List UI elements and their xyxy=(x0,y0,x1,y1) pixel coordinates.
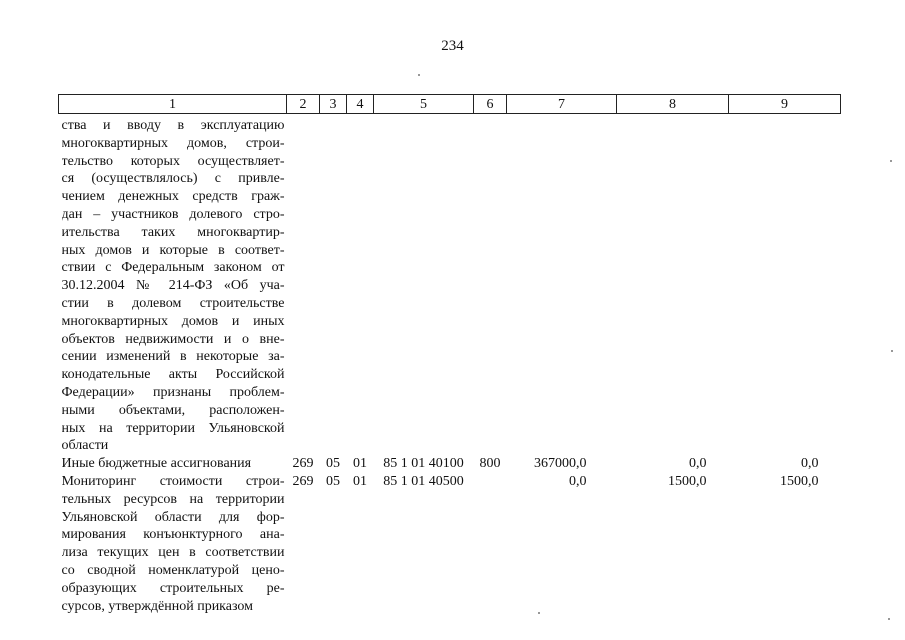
row-description xyxy=(59,114,287,456)
cell-code-3: 05 xyxy=(326,473,340,489)
description-line: объектов недвижимости и о вне- xyxy=(61,331,285,347)
description-line: ными объектами, расположен- xyxy=(61,402,285,418)
scan-speck xyxy=(891,350,893,352)
column-header-5: 5 xyxy=(374,95,474,114)
column-header-4: 4 xyxy=(347,95,374,114)
description-line: образующих строительных ре- xyxy=(61,580,285,596)
description-line: Мониторинг стоимости строи- xyxy=(61,473,285,489)
scan-speck xyxy=(890,160,892,162)
column-header-3: 3 xyxy=(320,95,347,114)
description-line: ных домов и которые в соответ- xyxy=(61,242,285,258)
description-line: со сводной номенклатурой цено- xyxy=(61,562,285,578)
cell-amount-7: 0,0 xyxy=(569,473,587,489)
description-line: чением денежных средств граж- xyxy=(61,189,285,205)
column-header-8: 8 xyxy=(617,95,729,114)
description-line: ства и вводу в эксплуатацию xyxy=(61,118,285,133)
cell-code-4: 01 xyxy=(353,456,367,472)
budget-table xyxy=(58,94,841,615)
description-line: Федерации» признаны проблем- xyxy=(61,384,285,400)
description-line: Ульяновской области для фор- xyxy=(61,509,285,525)
description-line: конодательные акты Российской xyxy=(61,367,285,383)
cell-code-2: 269 xyxy=(292,473,314,489)
description-line: сурсов, утверждённой приказом xyxy=(61,598,254,614)
column-header-1: 1 xyxy=(59,95,287,114)
scan-speck xyxy=(418,74,420,76)
description-line: ствии с Федеральным законом от xyxy=(61,260,285,276)
description-line: ных на территории Ульяновской xyxy=(61,420,285,436)
description-line: стии в долевом строительстве xyxy=(61,295,285,311)
cell-amount-8: 1500,0 xyxy=(668,473,707,489)
cell-code-4: 01 xyxy=(353,473,367,489)
cell-code-2: 269 xyxy=(292,456,314,472)
cell-amount-9: 1500,0 xyxy=(780,473,819,489)
cell-amount-8 xyxy=(617,114,729,456)
cell-amount-9 xyxy=(729,114,841,456)
row-description xyxy=(59,473,287,615)
cell-code-5: 85 1 01 40500 xyxy=(383,473,464,489)
description-line: Иные бюджетные ассигнования xyxy=(61,456,252,472)
description-line: лиза текущих цен в соответствии xyxy=(61,545,285,561)
cell-code-4 xyxy=(347,114,374,456)
header-row xyxy=(59,95,841,114)
description-line: области xyxy=(61,438,109,454)
description-line: дан – участников долевого стро- xyxy=(61,206,285,222)
description-line: 30.12.2004 № 214-ФЗ «Об уча- xyxy=(61,278,285,294)
cell-code-6: 800 xyxy=(479,456,501,472)
table-row xyxy=(59,455,841,473)
cell-code-3 xyxy=(320,114,347,456)
cell-amount-7: 367000,0 xyxy=(534,456,587,472)
cell-amount-7 xyxy=(507,114,617,456)
description-line: тельных ресурсов на территории xyxy=(61,491,285,507)
description-line: мирования конъюнктурного ана- xyxy=(61,527,285,543)
cell-amount-9: 0,0 xyxy=(801,456,819,472)
cell-code-5: 85 1 01 40100 xyxy=(383,456,464,472)
cell-code-2 xyxy=(287,114,320,456)
scan-speck xyxy=(538,612,540,614)
cell-code-6 xyxy=(474,114,507,456)
column-header-7: 7 xyxy=(507,95,617,114)
column-header-2: 2 xyxy=(287,95,320,114)
description-line: многоквартирных домов, строи- xyxy=(61,135,285,151)
scan-speck xyxy=(888,618,890,620)
page-number: 234 xyxy=(441,38,464,54)
column-header-6: 6 xyxy=(474,95,507,114)
description-line: тельство которых осуществляет- xyxy=(61,153,285,169)
cell-amount-8: 0,0 xyxy=(689,456,707,472)
column-header-9: 9 xyxy=(729,95,841,114)
description-line: ся (осуществлялось) с привле- xyxy=(61,171,285,187)
cell-code-3: 05 xyxy=(326,456,340,472)
table-row xyxy=(59,114,841,456)
table-header xyxy=(59,95,841,114)
cell-code-6 xyxy=(474,473,507,615)
table-body xyxy=(59,114,841,616)
description-line: сении изменений в некоторые за- xyxy=(61,349,285,365)
description-line: ительства таких многоквартир- xyxy=(61,224,285,240)
description-line: многоквартирных домов и иных xyxy=(61,313,285,329)
table-row xyxy=(59,473,841,615)
cell-code-5 xyxy=(374,114,474,456)
row-description xyxy=(59,455,287,473)
